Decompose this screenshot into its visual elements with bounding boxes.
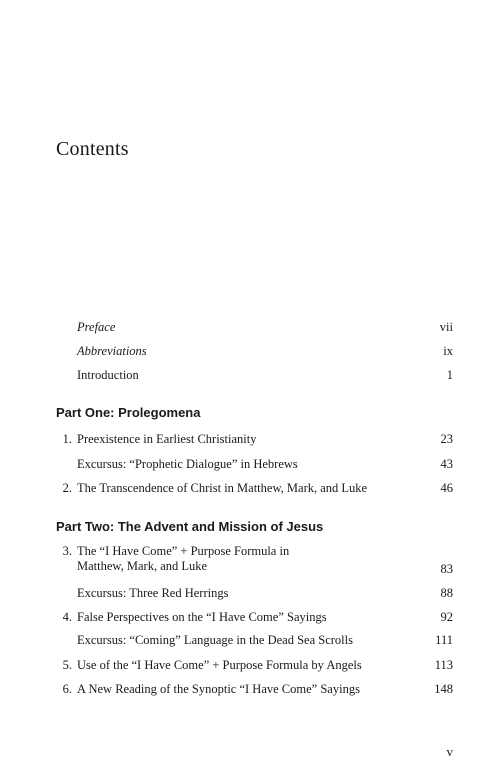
entry-page: 88: [440, 586, 453, 600]
entry-page: 46: [440, 481, 453, 495]
entry-number: 6.: [62, 682, 72, 696]
part-two-heading: Part Two: The Advent and Mission of Jesus: [56, 519, 324, 534]
entry-page: 111: [435, 633, 453, 647]
entry-label: Excursus: “Prophetic Dialogue” in Hebrews: [77, 457, 298, 471]
entry-label: A New Reading of the Synoptic “I Have Come” Sayings: [77, 682, 360, 696]
page-title: Contents: [56, 138, 129, 160]
entry-number: 5.: [62, 658, 72, 672]
entry-label: False Perspectives on the “I Have Come” Sayings: [77, 610, 327, 624]
entry-label: Introduction: [77, 368, 139, 382]
entry-page: vii: [439, 320, 453, 334]
entry-label: Abbreviations: [77, 344, 147, 358]
entry-label-line2: Matthew, Mark, and Luke: [77, 559, 208, 573]
entry-label-line1: The “I Have Come” + Purpose Formula in: [77, 544, 290, 558]
entry-label: Excursus: “Coming” Language in the Dead Sea Scrolls: [77, 633, 353, 647]
entry-page: 43: [440, 457, 453, 471]
entry-label: Preexistence in Earliest Christianity: [77, 432, 257, 446]
entry-page: 83: [440, 562, 453, 576]
entry-page: 23: [440, 432, 453, 446]
entry-label: Use of the “I Have Come” + Purpose Formula by Angels: [77, 658, 362, 672]
entry-page: ix: [443, 344, 453, 358]
entry-label: Preface: [77, 320, 116, 334]
entry-page: 1: [446, 368, 453, 382]
entry-page: 92: [440, 610, 453, 624]
entry-page: 113: [434, 658, 453, 672]
entry-label: Excursus: Three Red Herrings: [77, 586, 229, 600]
entry-number: 4.: [62, 610, 72, 624]
entry-number: 1.: [62, 432, 72, 446]
entry-number: 3.: [62, 544, 72, 558]
page-folio: v: [446, 744, 453, 759]
entry-number: 2.: [62, 481, 72, 495]
entry-label: The Transcendence of Christ in Matthew, Mark, and Luke: [77, 481, 368, 495]
entry-page: 148: [434, 682, 453, 696]
part-one-heading: Part One: Prolegomena: [56, 405, 201, 420]
